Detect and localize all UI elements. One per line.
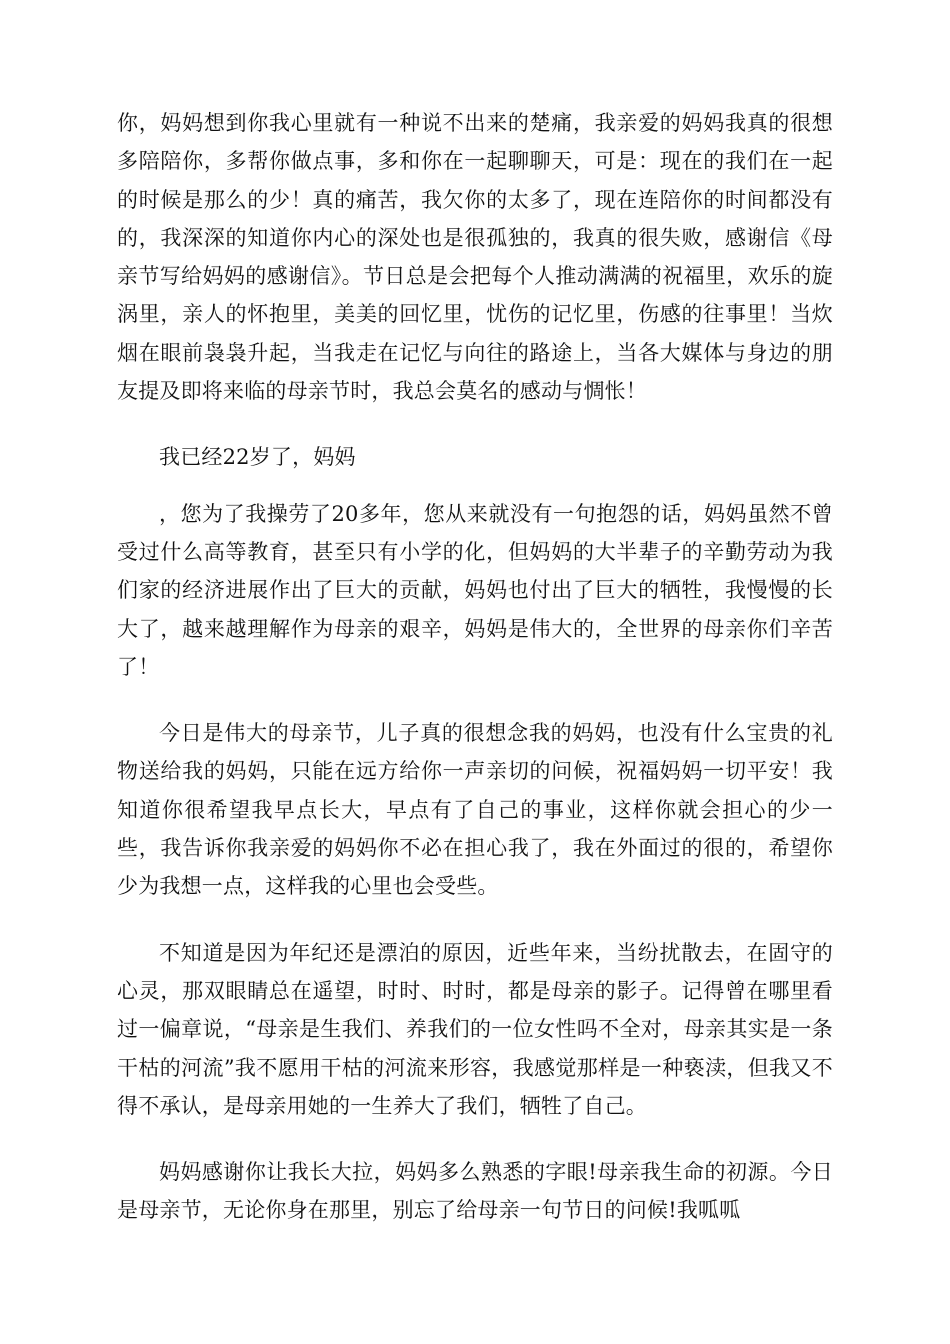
paragraph-1: 你，妈妈想到你我心里就有一种说不出来的楚痛，我亲爱的妈妈我真的很想多陪陪你，多帮你做点事，多和你在一起聊聊天，可是：现在的我们在一起的时候是那么的少！真的痛苦，我欠你的太多了，现在连陪你的时间都没有的，我深深的知道你内心的深处也是很孤独的，我真的很失败，感谢信《母亲节写给妈妈的感谢信》。节日总是会把每个人推动满满的祝福里，欢乐的旋涡里，亲人的怀抱里，美美的回忆里，忧伤的记忆里，伤感的往事里！当炊烟在眼前袅袅升起，当我走在记忆与向往的路途上，当各大媒体与身边的朋友提及即将来临的母亲节时，我总会莫名的感动与惆怅！ bbox=[117, 111, 833, 404]
paragraph-4: 今日是伟大的母亲节，儿子真的很想念我的妈妈，也没有什么宝贵的礼物送给我的妈妈，只能在远方给你一声亲切的问候，祝福妈妈一切平安！我知道你很希望我早点长大，早点有了自己的事业，这样你就会担心的少一些，我告诉你我亲爱的妈妈你不必在担心我了，我在外面过的很的，希望你少为我想一点，这样我的心里也会受些。 bbox=[117, 721, 833, 899]
paragraph-6: 妈妈感谢你让我长大拉，妈妈多么熟悉的字眼!母亲我生命的初源。今日是母亲节，无论你身在那里，别忘了给母亲一句节日的问候!我呱呱 bbox=[117, 1160, 833, 1223]
paragraph-5: 不知道是因为年纪还是漂泊的原因，近些年来，当纷扰散去，在固守的心灵，那双眼睛总在遥望，时时、时时，都是母亲的影子。记得曾在哪里看过一偏章说，“母亲是生我们、养我们的一位女性吗不全对，母亲其实是一条干枯的河流”我不愿用干枯的河流来形容，我感觉那样是一种亵渎，但我又不得不承认，是母亲用她的一生养大了我们，牺牲了自己。 bbox=[117, 940, 833, 1118]
document-page bbox=[117, 104, 833, 1230]
paragraph-3: ，您为了我操劳了20多年，您从来就没有一句抱怨的话，妈妈虽然不曾受过什么高等教育，甚至只有小学的化，但妈妈的大半辈子的辛勤劳动为我们家的经济进展作出了巨大的贡献，妈妈也付出了巨大的牺牲，我慢慢的长大了，越来越理解作为母亲的艰辛，妈妈是伟大的，全世界的母亲你们辛苦了！ bbox=[117, 501, 833, 679]
paragraph-2: 我已经22岁了，妈妈 bbox=[159, 445, 356, 470]
